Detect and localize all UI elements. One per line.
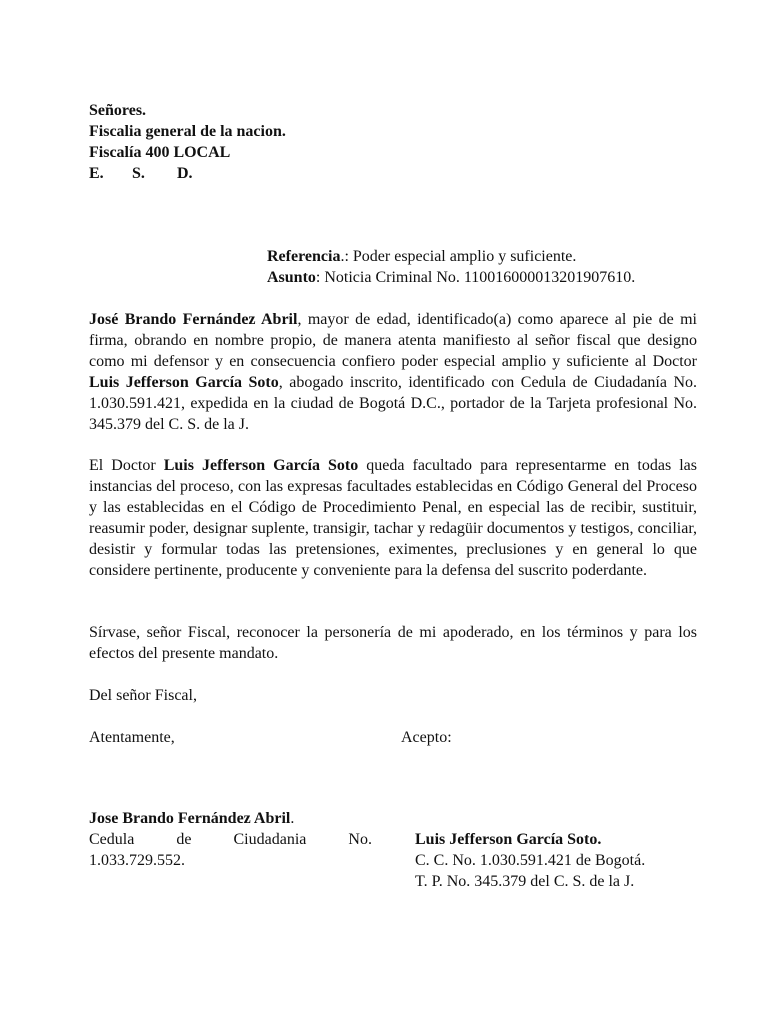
reference-block [267, 246, 635, 288]
signer-1-id-number: 1.033.729.552. [89, 852, 185, 869]
signer-1-name-suffix: . [290, 810, 295, 827]
paragraph-2-text-b: queda facultado para representarme en todas las instancias del proceso, con las expresas facultades establecidas en Código General del Proceso y las establecidas en el Código de Procedimiento Penal, en especial las de recibir, sustituir, reasumir poder, designar suplente, transigir, tachar y redagüir documentos y testigos, conciliar, desistir y formular todas las pretensiones, eximentes, preclusiones y en general lo que considere pertinente, producente y conveniente para la defensa del suscrito poderdante. [89, 457, 698, 579]
paragraph-3: Sírvase, señor Fiscal, reconocer la personería de mi apoderado, en los términos y para los efectos del presente mandato. [89, 624, 697, 662]
reference-text: .: Poder especial amplio y suficiente. [340, 248, 577, 265]
signer-1-id-row [89, 829, 372, 850]
esd-d: D. [177, 165, 193, 182]
paragraph-2 [89, 455, 697, 581]
id-word-2: de [176, 831, 192, 848]
subject-label: Asunto [267, 269, 316, 286]
paragraph-2-text-a: El Doctor [89, 457, 164, 474]
addressee-line-3: Fiscalía 400 LOCAL [89, 144, 231, 161]
subject-line [267, 267, 635, 288]
reference-line [267, 246, 635, 267]
paragraph-1-text-b: , abogado inscrito, identificado con Cedula de Ciudadanía No. 1.030.591.421, expedida en la ciudad de Bogotá D.C., portador de la Tarjeta profesional No. 345.379 del C. S. de la J. [89, 374, 697, 433]
signer-2-block [415, 829, 645, 892]
signer-2-cc: C. C. No. 1.030.591.421 de Bogotá. [415, 852, 646, 869]
reference-label: Referencia [267, 248, 341, 265]
signer-1-name: Jose Brando Fernández Abril [89, 810, 291, 827]
atentamente-label: Atentamente, [89, 729, 175, 746]
signer-2-name: Luis Jefferson García Soto. [415, 831, 602, 848]
paragraph-1-text-a: , mayor de edad, identificado(a) como aparece al pie de mi firma, obrando en nombre propio, de manera atenta manifiesto al señor fiscal que designo como mi defensor y en consecuencia confiero poder especial amplio y suficiente al Doctor [89, 311, 697, 370]
paragraph-1 [89, 309, 697, 435]
esd-e: E. [89, 165, 104, 182]
signer-1-block [89, 808, 372, 871]
lawyer-name-2: Luis Jefferson García Soto [163, 457, 359, 474]
subject-text: : Noticia Criminal No. 11001600001320190761​0. [315, 269, 636, 286]
addressee-line-2: Fiscalia general de la nacion. [89, 123, 286, 140]
addressee-block [89, 100, 286, 184]
closing-salutation: Del señor Fiscal, [89, 687, 197, 704]
signer-2-tp: T. P. No. 345.379 del C. S. de la J. [415, 873, 635, 890]
signer-1-name-line [89, 808, 372, 829]
addressee-line-1: Señores. [89, 102, 147, 119]
id-word-4: No. [348, 831, 372, 848]
acepto-label: Acepto: [401, 729, 452, 746]
grantor-name: José Brando Fernández Abril [89, 311, 298, 328]
id-word-1: Cedula [89, 831, 135, 848]
lawyer-name: Luis Jefferson García Soto [89, 374, 279, 391]
esd-s: S. [132, 165, 145, 182]
id-word-3: Ciudadania [233, 831, 307, 848]
esd-line [89, 163, 286, 184]
